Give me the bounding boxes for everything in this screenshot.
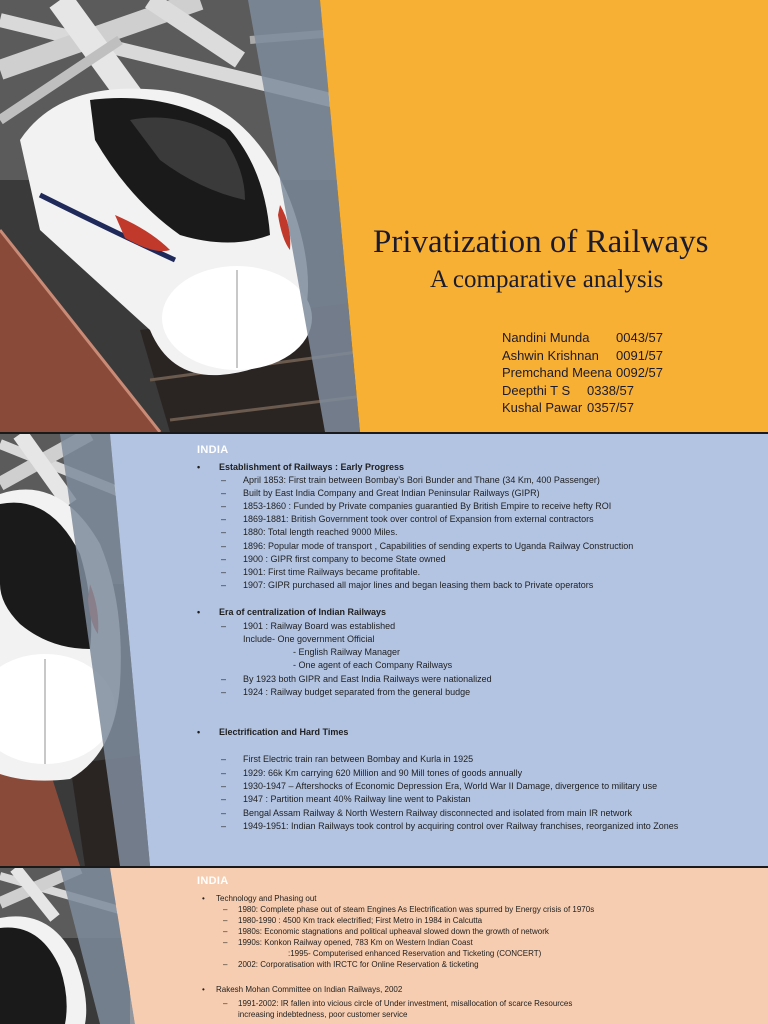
member-roll: 0357/57	[587, 400, 634, 416]
sub-text: - English Railway Manager	[293, 647, 401, 657]
sub-bullet: – 1947 : Partition meant 40% Railway line went to Pakistan	[243, 794, 471, 804]
india-history-slide	[0, 434, 768, 866]
sub-bullet: – Bengal Assam Railway & North Western Railway disconnected and isolated from main IR network	[243, 808, 632, 818]
sub-bullet: – Built by East India Company and Great Indian Peninsular Railways (GIPR)	[243, 488, 540, 498]
sub-bullet: – 1907: GIPR purchased all major lines and began leasing them back to Private operators	[243, 580, 593, 590]
member-roll: 0338/57	[587, 382, 634, 398]
sub-text: increasing indebtedness, poor customer service	[238, 1010, 408, 1019]
member-name: Kushal Pawar	[502, 400, 583, 416]
section-label: INDIA	[197, 875, 229, 887]
sub-bullet	[223, 927, 549, 936]
bullet-dot: •	[202, 894, 205, 903]
sub-text: :1995- Computerised enhanced Reservation and Ticketing (CONCERT)	[288, 949, 542, 958]
sub-bullet: – 1900 : GIPR first company to become State owned	[243, 554, 446, 564]
sub-bullet: – 1949-1951: Indian Railways took control by acquiring control over Railway franchises, reorganized into Zones	[243, 821, 678, 831]
bullet-heading: • Establishment of Railways : Early Progress	[219, 462, 404, 472]
sub-bullet: – 1901: First time Railways became profitable.	[243, 567, 420, 577]
sub-bullet-text: 1980s: Economic stagnations and political upheaval slowed down the growth of network	[238, 927, 549, 936]
sub-bullet: – 1901 : Railway Board was established	[243, 621, 395, 631]
india-modern-slide	[0, 868, 768, 1024]
member-roll: 0043/57	[616, 330, 663, 345]
title-slide	[0, 0, 768, 432]
sub-bullet-text: 1991-2002: IR fallen into vicious circle of Under investment, misallocation of scarce Resources	[238, 999, 573, 1008]
bullet-heading-text: Technology and Phasing out	[216, 894, 317, 903]
member-roll: 0091/57	[616, 347, 663, 363]
sub-bullet	[223, 960, 479, 969]
section-label: INDIA	[197, 444, 229, 456]
diagonal-band	[0, 0, 380, 432]
presentation-title: Privatization of Railways	[373, 224, 709, 260]
sub-bullet: – 1930-1947 – Aftershocks of Economic Depression Era, World War II Damage, divergence to military use	[243, 781, 657, 791]
sub-bullet-text: 1980-1990 : 4500 Km track electrified; First Metro in 1984 in Calcutta	[238, 916, 483, 925]
dash-marker: –	[223, 960, 228, 969]
sub-bullet	[223, 916, 483, 925]
dash-marker: –	[223, 938, 228, 947]
sub-bullet: – By 1923 both GIPR and East India Railways were nationalized	[243, 674, 492, 684]
dash-marker: –	[223, 999, 228, 1008]
sub-bullet: – 1924 : Railway budget separated from the general budge	[243, 687, 470, 697]
sub-bullet: – 1853-1860 : Funded by Private companies guarantied By British Empire to receive hefty ROI	[243, 501, 611, 511]
dash-marker: –	[223, 927, 228, 936]
sub-bullet-text: 2002: Corporatisation with IRCTC for Online Reservation & ticketing	[238, 960, 479, 969]
dash-marker: –	[223, 905, 228, 914]
sub-text: - One agent of each Company Railways	[293, 660, 453, 670]
slide-content	[0, 868, 768, 1024]
sub-bullet: – 1880: Total length reached 9000 Miles.	[243, 527, 397, 537]
sub-bullet	[223, 999, 573, 1008]
sub-bullet-text: 1980: Complete phase out of steam Engines As Electrification was spurred by Energy crisis of 1970s	[238, 905, 595, 914]
bullet-heading: • Electrification and Hard Times	[219, 727, 348, 737]
sub-bullet-text: 1990s: Konkon Railway opened, 783 Km on Western Indian Coast	[238, 938, 473, 947]
member-name: Premchand Meena	[502, 365, 612, 381]
bullet-dot: •	[202, 985, 205, 994]
slide-content	[0, 434, 768, 866]
sub-bullet: – 1896: Popular mode of transport , Capabilities of sending experts to Uganda Railway Construction	[243, 541, 633, 551]
sub-bullet: – First Electric train ran between Bombay and Kurla in 1925	[243, 754, 473, 764]
sub-bullet: – 1869-1881: British Government took over control of Expansion from external contractors	[243, 514, 594, 524]
sub-bullet	[223, 905, 595, 914]
sub-text: Include- One government Official	[243, 634, 375, 644]
presentation-subtitle: A comparative analysis	[430, 266, 664, 293]
bullet-heading-text: Rakesh Mohan Committee on Indian Railways, 2002	[216, 985, 403, 994]
sub-bullet: – April 1853: First train between Bombay’s Bori Bunder and Thane (34 Km, 400 Passenger)	[243, 475, 600, 485]
bullet-heading	[202, 985, 403, 994]
member-name: Ashwin Krishnan	[502, 347, 599, 363]
member-roll: 0092/57	[616, 365, 663, 381]
member-name: Nandini Munda	[502, 330, 590, 345]
bullet-heading: • Era of centralization of Indian Railways	[219, 607, 386, 617]
dash-marker: –	[223, 916, 228, 925]
sub-bullet	[223, 938, 473, 947]
member-name: Deepthi T S	[502, 382, 571, 398]
sub-bullet: – 1929: 66k Km carrying 620 Million and 90 Mill tones of goods annually	[243, 768, 522, 778]
bullet-heading	[202, 894, 317, 903]
